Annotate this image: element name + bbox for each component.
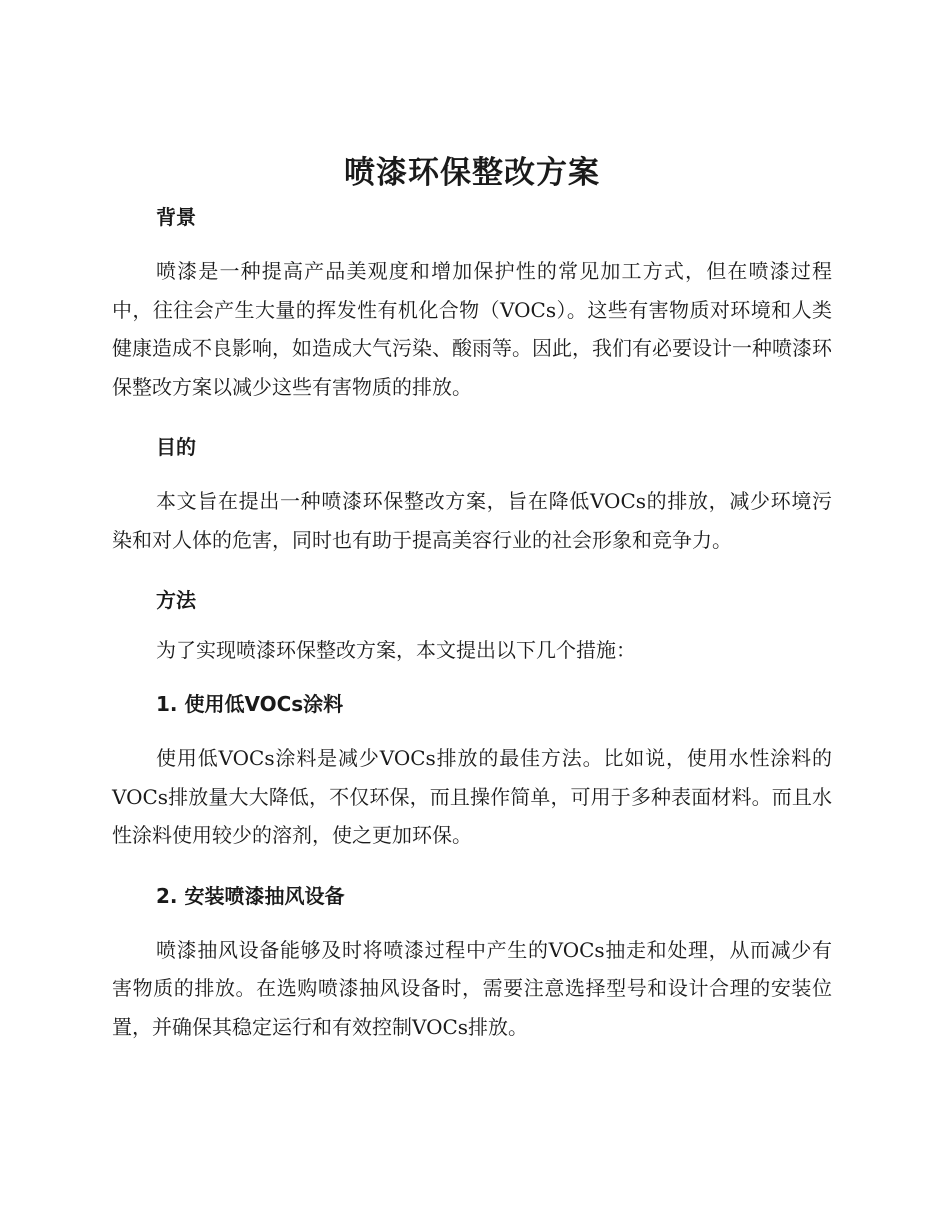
section-intro-method: 为了实现喷漆环保整改方案，本文提出以下几个措施： [156, 638, 636, 662]
section-heading-method: 方法 [156, 588, 196, 612]
section-heading-purpose: 目的 [156, 435, 196, 459]
measure-heading-1: 1. 使用低VOCs涂料 [156, 692, 344, 716]
measure-paragraph-1: 使用低VOCs涂料是减少VOCs排放的最佳方法。比如说，使用水性涂料的VOCs排放量大大降低，不仅环保，而且操作简单，可用于多种表面材料。而且水性涂料使用较少的溶剂，使之更加环保。 [112, 746, 832, 847]
section-paragraph-purpose: 本文旨在提出一种喷漆环保整改方案，旨在降低VOCs的排放，减少环境污染和对人体的危害，同时也有助于提高美容行业的社会形象和竞争力。 [112, 489, 832, 552]
document-title: 喷漆环保整改方案 [344, 155, 600, 191]
measure-paragraph-2: 喷漆抽风设备能够及时将喷漆过程中产生的VOCs抽走和处理，从而减少有害物质的排放。在选购喷漆抽风设备时，需要注意选择型号和设计合理的安装位置，并确保其稳定运行和有效控制VOCs排放。 [112, 937, 832, 1039]
section-paragraph-background: 喷漆是一种提高产品美观度和增加保护性的常见加工方式，但在喷漆过程中，往往会产生大量的挥发性有机化合物（VOCs）。这些有害物质对环境和人类健康造成不良影响，如造成大气污染、酸雨等。因此，我们有必要设计一种喷漆环保整改方案以减少这些有害物质的排放。 [112, 259, 832, 399]
measure-heading-2: 2. 安装喷漆抽风设备 [156, 883, 345, 908]
document-page [112, 150, 832, 1046]
section-heading-background: 背景 [156, 205, 196, 229]
